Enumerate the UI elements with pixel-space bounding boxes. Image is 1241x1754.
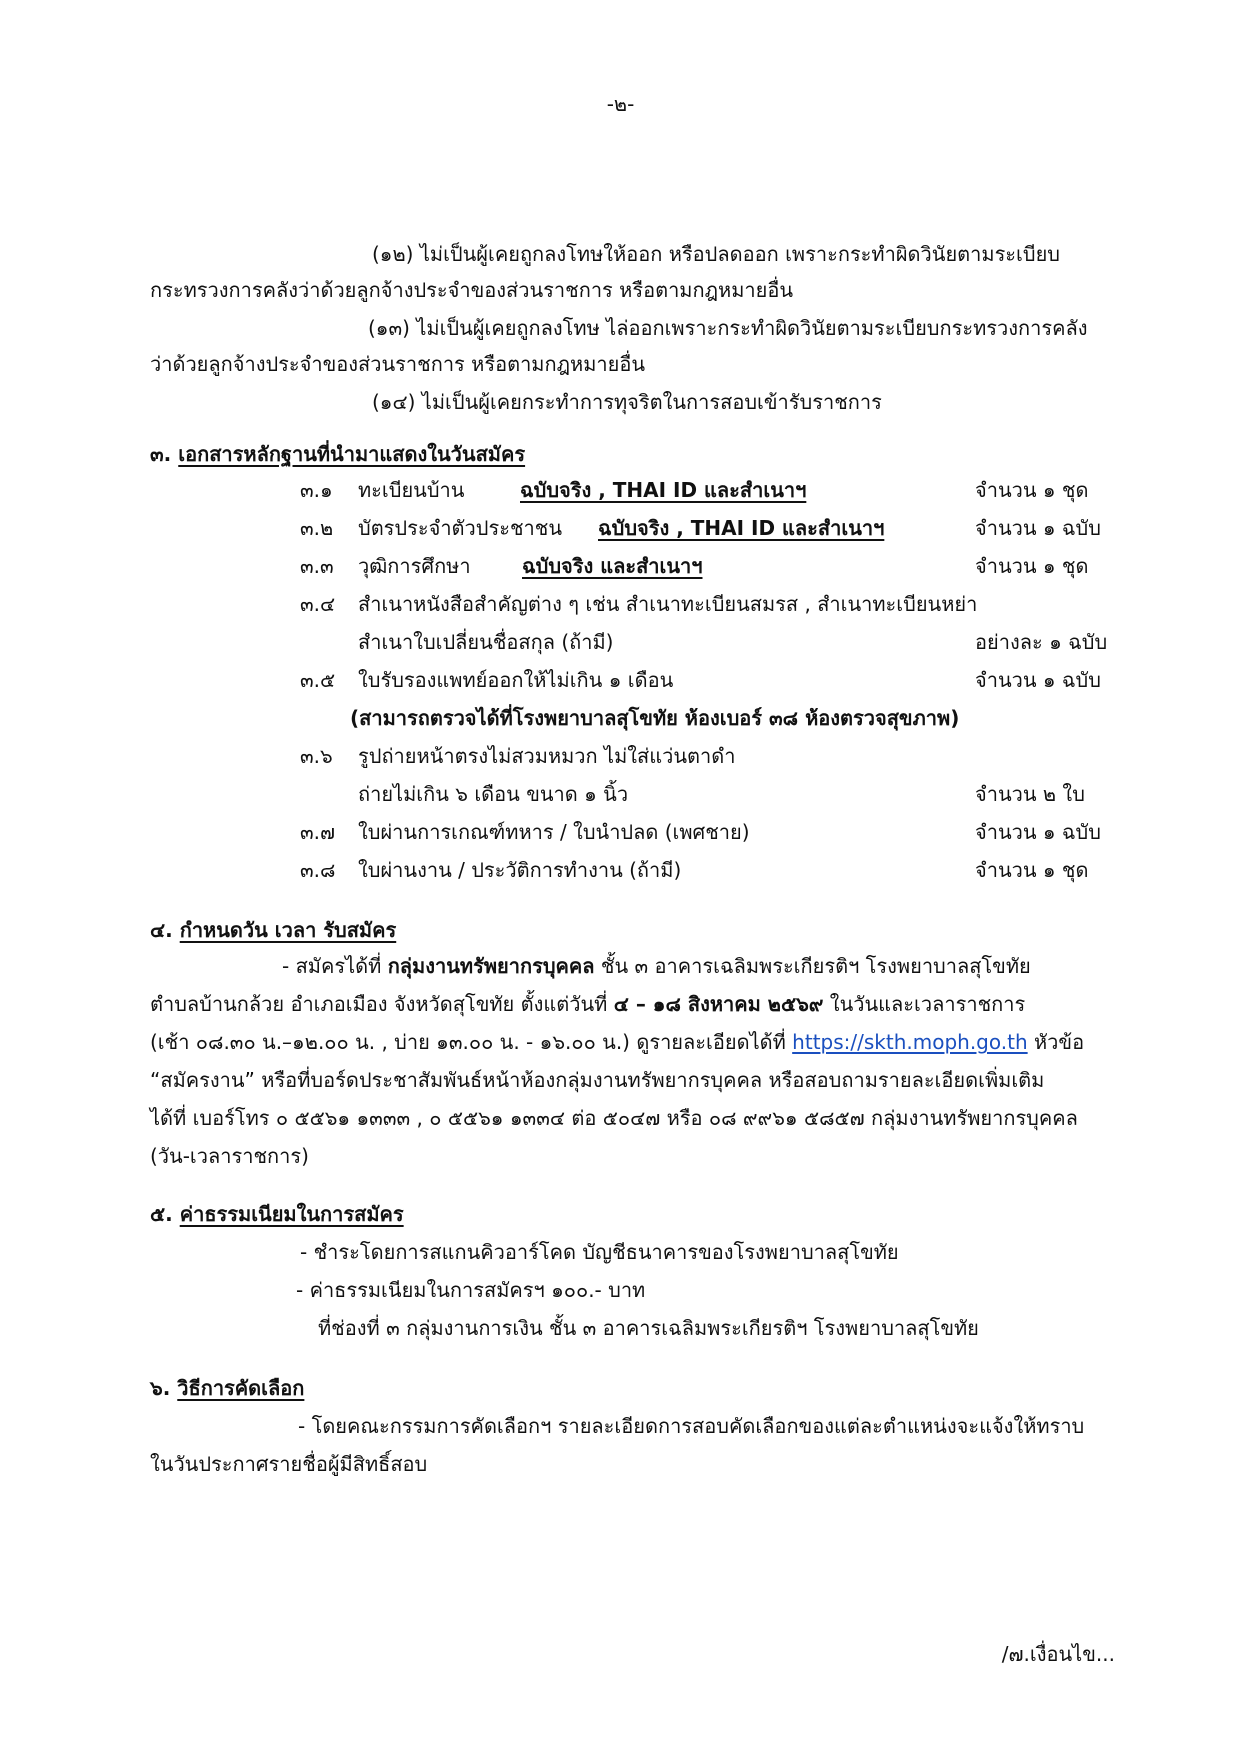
section4-line3-pre: (เช้า ๐๘.๓๐ น.–๑๒.๐๐ น. , บ่าย ๑๓.๐๐ น. - ๑๖.๐๐ น.) ดูรายละเอียดได้ที่: [150, 1030, 793, 1054]
qualification-13-line2: ว่าด้วยลูกจ้างประจำของส่วนราชการ หรือตามกฎหมายอื่น: [150, 352, 646, 376]
section4-number: ๔.: [150, 918, 173, 942]
section5-title: ค่าธรรมเนียมในการสมัคร: [179, 1202, 404, 1226]
item-3-6-label-line2: ถ่ายไม่เกิน ๖ เดือน ขนาด ๑ นิ้ว: [358, 782, 629, 806]
item-3-3-emphasis: ฉบับจริง และสำเนาฯ: [522, 554, 703, 578]
section3-number: ๓.: [150, 442, 172, 466]
qualification-12-line2: กระทรวงการคลังว่าด้วยลูกจ้างประจำของส่วนราชการ หรือตามกฎหมายอื่น: [150, 278, 794, 302]
item-3-1-emphasis: ฉบับจริง , THAI ID และสำเนาฯ: [520, 478, 807, 502]
item-3-6-number: ๓.๖: [300, 744, 333, 768]
item-3-6-label: รูปถ่ายหน้าตรงไม่สวมหมวก ไม่ใส่แว่นตาดำ: [358, 744, 736, 768]
section5-line1: - ชำระโดยการสแกนคิวอาร์โคด บัญชีธนาคารของโรงพยาบาลสุโขทัย: [300, 1240, 899, 1264]
item-3-8-quantity: จำนวน ๑ ชุด: [975, 858, 1089, 882]
section5-line3: ที่ช่องที่ ๓ กลุ่มงานการเงิน ชั้น ๓ อาคารเฉลิมพระเกียรติฯ โรงพยาบาลสุโขทัย: [318, 1316, 979, 1340]
item-3-4-quantity: อย่างละ ๑ ฉบับ: [975, 630, 1108, 654]
section4-line5: ได้ที่ เบอร์โทร ๐ ๕๕๖๑ ๑๓๓๓ , ๐ ๕๕๖๑ ๑๓๓๔ ต่อ ๕๐๔๗ หรือ ๐๘ ๙๙๖๑ ๕๘๕๗ กลุ่มงานทรัพยากรบุคคล: [150, 1106, 1078, 1130]
item-3-2-emphasis: ฉบับจริง , THAI ID และสำเนาฯ: [598, 516, 885, 540]
section4-heading: [150, 916, 396, 944]
section5-line2: - ค่าธรรมเนียมในการสมัครฯ ๑๐๐.- บาท: [296, 1278, 646, 1302]
item-3-7-quantity: จำนวน ๑ ฉบับ: [975, 820, 1101, 844]
continuation-note: /๗.เงื่อนไข...: [1001, 1642, 1115, 1666]
section6-number: ๖.: [150, 1376, 171, 1400]
section4-title: กำหนดวัน เวลา รับสมัคร: [179, 918, 397, 942]
section4-line1-bold: กลุ่มงานทรัพยากรบุคคล: [387, 954, 595, 978]
item-3-4-label-line2: สำเนาใบเปลี่ยนชื่อสกุล (ถ้ามี): [358, 630, 614, 654]
section6-line1: - โดยคณะกรรมการคัดเลือกฯ รายละเอียดการสอบคัดเลือกของแต่ละตำแหน่งจะแจ้งให้ทราบ: [298, 1414, 1085, 1438]
page-number: -๒-: [606, 92, 635, 116]
section4-line3-post: หัวข้อ: [1027, 1030, 1085, 1054]
section3-heading: [150, 440, 525, 468]
item-3-5-note: (สามารถตรวจได้ที่โรงพยาบาลสุโขทัย ห้องเบอร์ ๓๘ ห้องตรวจสุขภาพ): [350, 706, 960, 730]
section4-line1-post: ชั้น ๓ อาคารเฉลิมพระเกียรติฯ โรงพยาบาลสุโขทัย: [594, 954, 1031, 978]
section3-title: เอกสารหลักฐานที่นำมาแสดงในวันสมัคร: [178, 442, 526, 466]
item-3-4-number: ๓.๔: [300, 592, 336, 616]
item-3-5-label: ใบรับรองแพทย์ออกให้ไม่เกิน ๑ เดือน: [358, 668, 674, 692]
item-3-2-number: ๓.๒: [300, 516, 334, 540]
item-3-5-quantity: จำนวน ๑ ฉบับ: [975, 668, 1101, 692]
item-3-4-label: สำเนาหนังสือสำคัญต่าง ๆ เช่น สำเนาทะเบียนสมรส , สำเนาทะเบียนหย่า: [358, 592, 978, 616]
item-3-8-number: ๓.๘: [300, 858, 336, 882]
item-3-1-number: ๓.๑: [300, 478, 333, 502]
section4-line3: [150, 1028, 1084, 1056]
item-3-2-label: บัตรประจำตัวประชาชน: [358, 516, 563, 540]
item-3-1-label: ทะเบียนบ้าน: [358, 478, 465, 502]
item-3-7-label: ใบผ่านการเกณฑ์ทหาร / ใบนำปลด (เพศชาย): [358, 820, 750, 844]
section5-number: ๕.: [150, 1202, 173, 1226]
section5-heading: [150, 1200, 404, 1228]
section4-line6: (วัน-เวลาราชการ): [150, 1144, 309, 1168]
section4-line2-bold: ๔ – ๑๘ สิงหาคม ๒๕๖๙: [613, 992, 824, 1016]
section6-heading: [150, 1374, 304, 1402]
section4-line1: [282, 952, 1031, 980]
item-3-1-quantity: จำนวน ๑ ชุด: [975, 478, 1089, 502]
item-3-3-number: ๓.๓: [300, 554, 334, 578]
section6-title: วิธีการคัดเลือก: [177, 1376, 305, 1400]
section4-line2-post: ในวันและเวลาราชการ: [823, 992, 1026, 1016]
item-3-5-number: ๓.๕: [300, 668, 336, 692]
qualification-12-line1: (๑๒) ไม่เป็นผู้เคยถูกลงโทษให้ออก หรือปลดออก เพราะกระทำผิดวินัยตามระเบียบ: [372, 242, 1060, 266]
qualification-13-line1: (๑๓) ไม่เป็นผู้เคยถูกลงโทษ ไล่ออกเพราะกระทำผิดวินัยตามระเบียบกระทรวงการคลัง: [368, 316, 1088, 340]
item-3-3-quantity: จำนวน ๑ ชุด: [975, 554, 1089, 578]
item-3-7-number: ๓.๗: [300, 820, 336, 844]
section6-line2: ในวันประกาศรายชื่อผู้มีสิทธิ์สอบ: [150, 1452, 428, 1476]
website-link[interactable]: https://skth.moph.go.th: [792, 1030, 1028, 1054]
item-3-8-label: ใบผ่านงาน / ประวัติการทำงาน (ถ้ามี): [358, 858, 682, 882]
section4-line1-pre: - สมัครได้ที่: [282, 954, 388, 978]
qualification-14: (๑๔) ไม่เป็นผู้เคยกระทำการทุจริตในการสอบเข้ารับราชการ: [372, 390, 882, 414]
section4-line2-pre: ตำบลบ้านกล้วย อำเภอเมือง จังหวัดสุโขทัย ตั้งแต่วันที่: [150, 992, 614, 1016]
section4-line2: [150, 990, 1025, 1018]
item-3-6-quantity: จำนวน ๒ ใบ: [975, 782, 1085, 806]
item-3-3-label: วุฒิการศึกษา: [358, 554, 471, 578]
item-3-2-quantity: จำนวน ๑ ฉบับ: [975, 516, 1101, 540]
section4-line4: “สมัครงาน” หรือที่บอร์ดประชาสัมพันธ์หน้าห้องกลุ่มงานทรัพยากรบุคคล หรือสอบถามรายละเอียดเพิ่มเติม: [150, 1068, 1045, 1092]
